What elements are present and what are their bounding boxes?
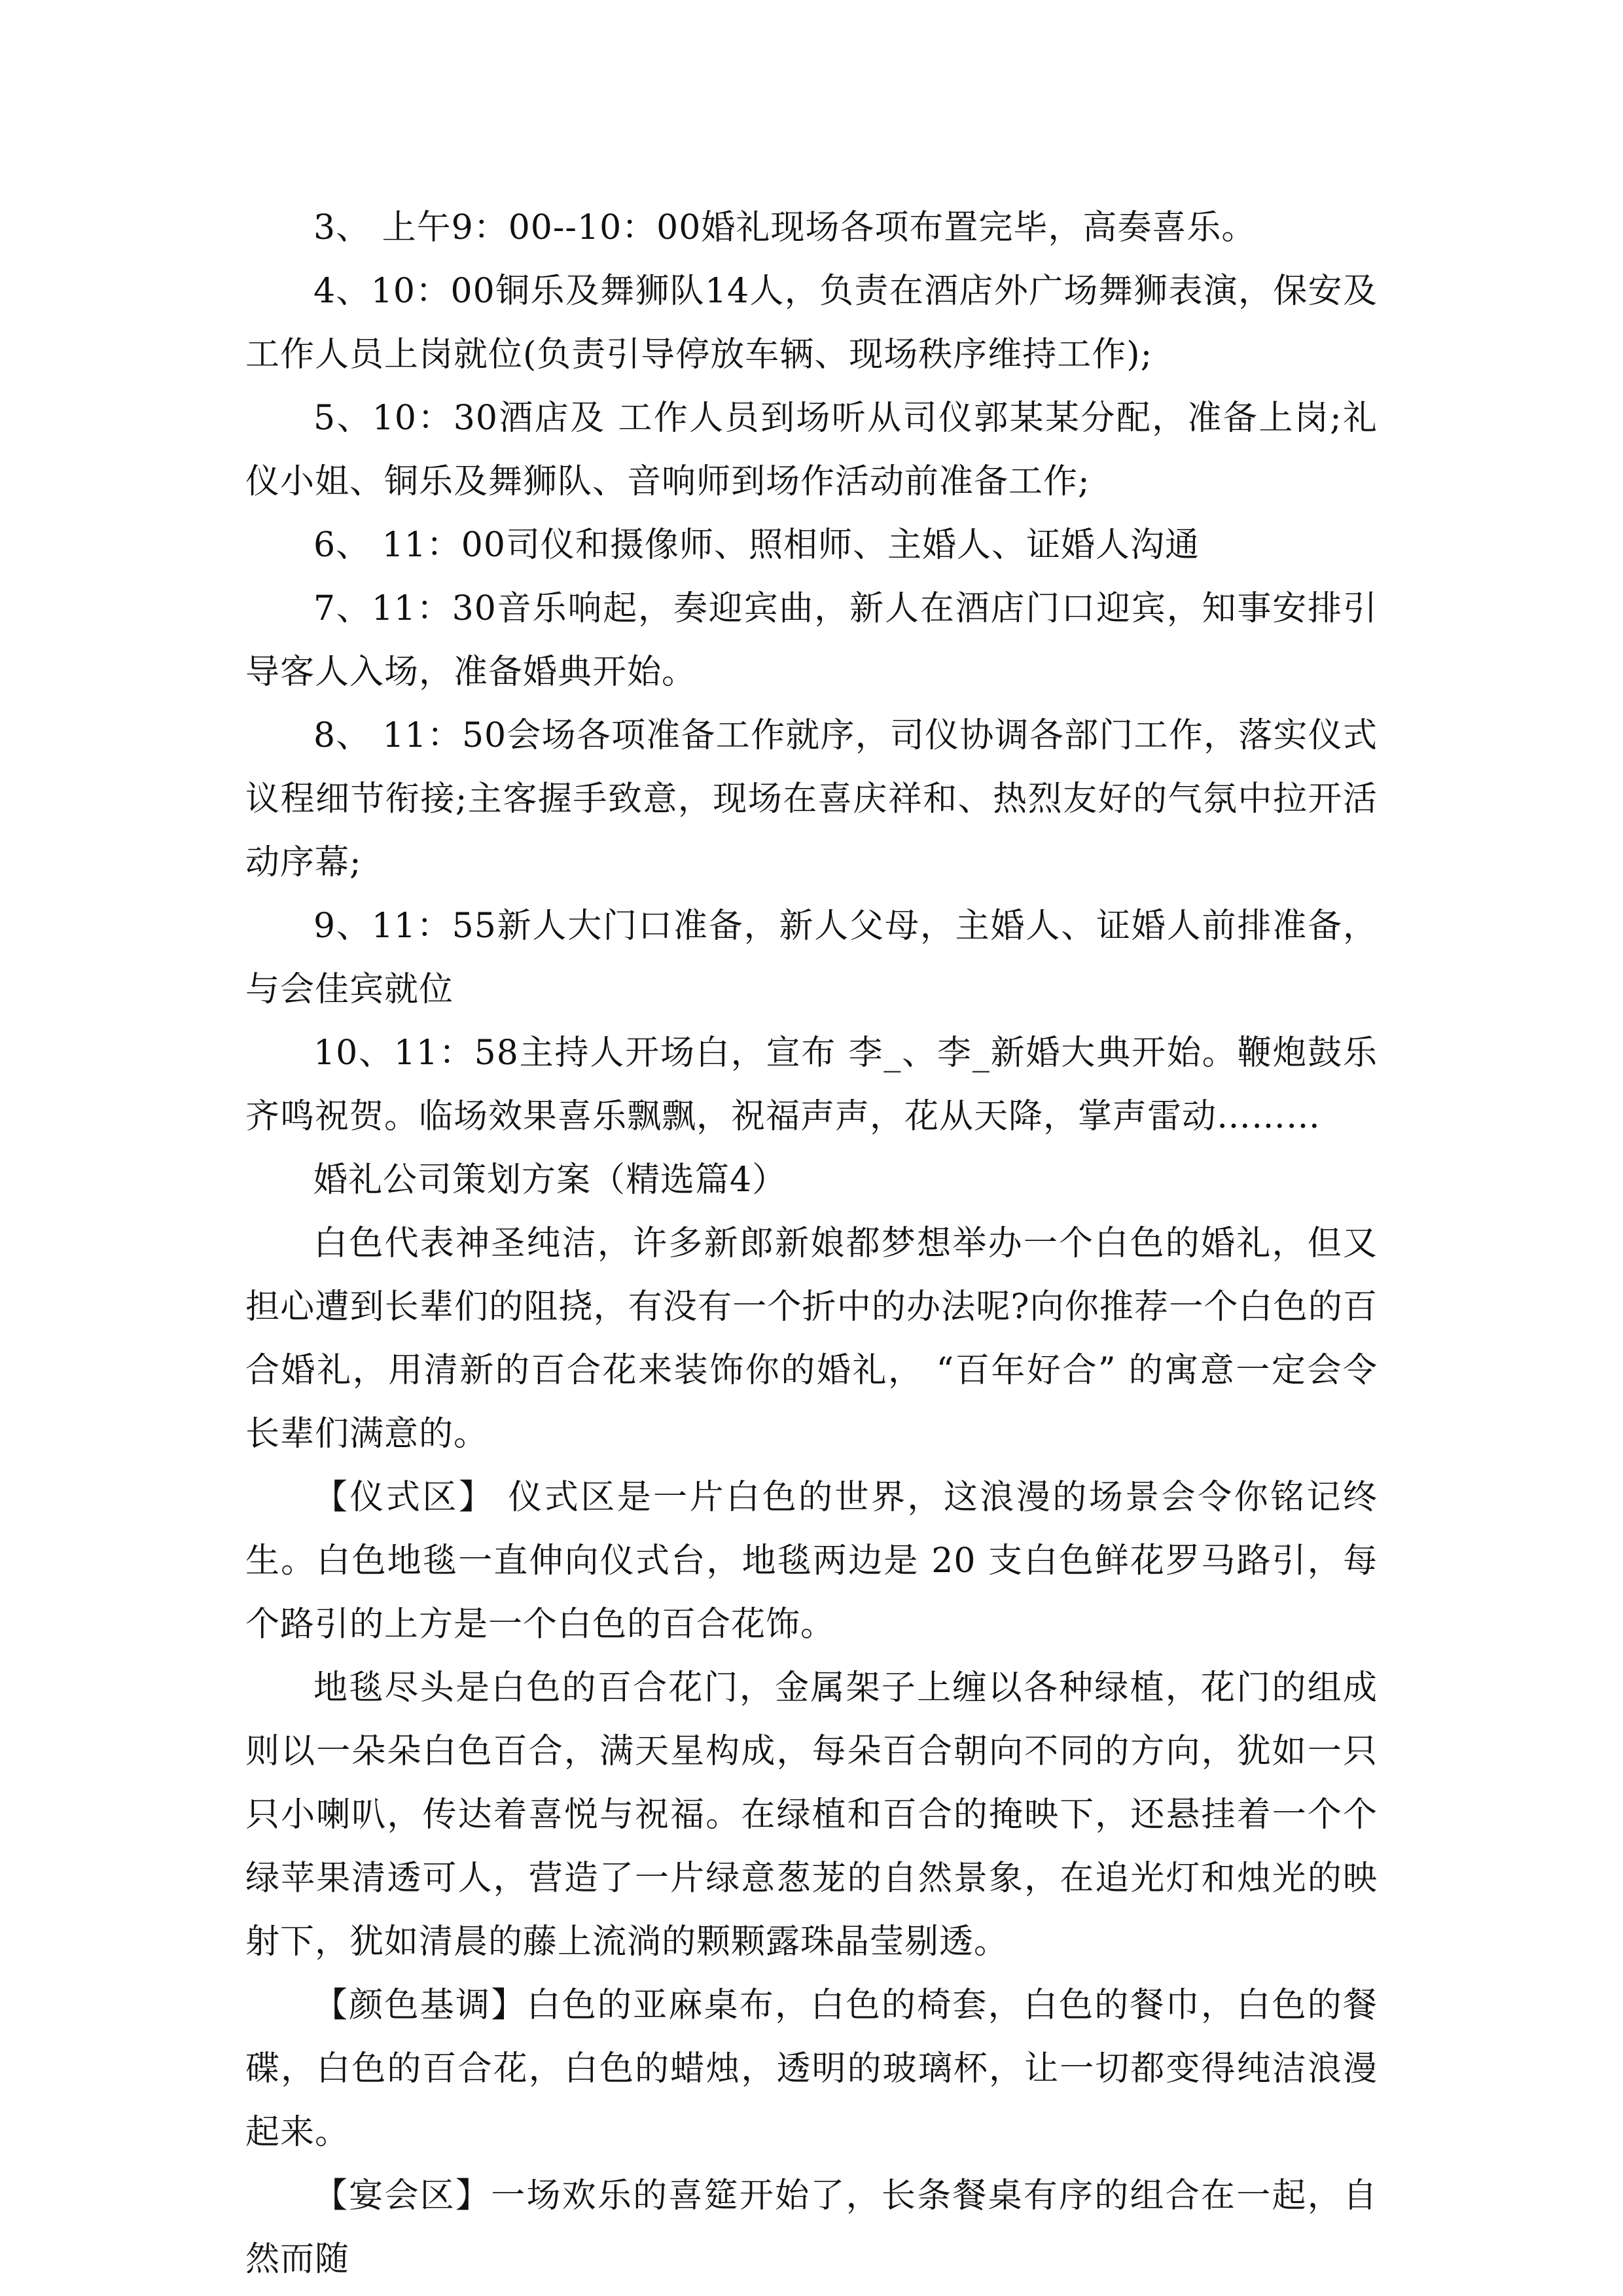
document-body [245, 196, 1378, 2291]
paragraph-ceremony-area: 【仪式区】 仪式区是一片白色的世界，这浪漫的场景会令你铭记终生。白色地毯一直伸向仪式台，地毯两边是 20 支白色鲜花罗马路引，每个路引的上方是一个白色的百合花饰。 [245, 1478, 1378, 1644]
paragraph-schedule-9: 9、11：55新人大门口准备，新人父母，主婚人、证婚人前排准备，与会佳宾就位 [245, 906, 1378, 1009]
paragraph-intro: 白色代表神圣纯洁，许多新郎新娘都梦想举办一个白色的婚礼，但又担心遭到长辈们的阻挠，有没有一个折中的办法呢?向你推荐一个白色的百合婚礼，用清新的百合花来装饰你的婚礼， “百年好合” 的寓意一定会令长辈们满意的。 [245, 1224, 1378, 1454]
paragraph-color-tone: 【颜色基调】白色的亚麻桌布，白色的椅套，白色的餐巾，白色的餐碟，白色的百合花，白色的蜡烛，透明的玻璃杯，让一切都变得纯洁浪漫起来。 [245, 1986, 1378, 2152]
section-heading: 婚礼公司策划方案（精选篇4） [313, 1160, 787, 1200]
paragraph-schedule-10: 10、11：58主持人开场白，宣布 李_、李_新婚大典开始。鞭炮鼓乐齐鸣祝贺。临场效果喜乐飘飘，祝福声声，花从天降，掌声雷动……… [245, 1033, 1378, 1136]
paragraph-schedule-4: 4、10：00铜乐及舞狮队14人，负责在酒店外广场舞狮表演，保安及工作人员上岗就位(负责引导停放车辆、现场秩序维持工作); [245, 272, 1378, 374]
paragraph-schedule-6: 6、 11：00司仪和摄像师、照相师、主婚人、证婚人沟通 [313, 526, 1200, 565]
paragraph-schedule-3: 3、 上午9：00--10：00婚礼现场各项布置完毕，高奏喜乐。 [313, 208, 1257, 247]
paragraph-flower-gate: 地毯尽头是白色的百合花门，金属架子上缠以各种绿植，花门的组成则以一朵朵白色百合，满天星构成，每朵百合朝向不同的方向，犹如一只只小喇叭，传达着喜悦与祝福。在绿植和百合的掩映下，还悬挂着一个个绿苹果清透可人，营造了一片绿意葱茏的自然景象，在追光灯和烛光的映射下，犹如清晨的藤上流淌的颗颗露珠晶莹剔透。 [245, 1668, 1378, 1962]
paragraph-banquet-area: 【宴会区】一场欢乐的喜筵开始了，长条餐桌有序的组合在一起，自然而随 [245, 2176, 1378, 2279]
paragraph-schedule-5: 5、10：30酒店及 工作人员到场听从司仪郭某某分配，准备上岗;礼仪小姐、铜乐及舞狮队、音响师到场作活动前准备工作; [245, 399, 1378, 501]
paragraph-schedule-8: 8、 11：50会场各项准备工作就序，司仪协调各部门工作，落实仪式议程细节衔接;主客握手致意，现场在喜庆祥和、热烈友好的气氛中拉开活动序幕; [245, 716, 1378, 882]
paragraph-schedule-7: 7、11：30音乐响起，奏迎宾曲，新人在酒店门口迎宾，知事安排引导客人入场，准备婚典开始。 [245, 589, 1378, 692]
